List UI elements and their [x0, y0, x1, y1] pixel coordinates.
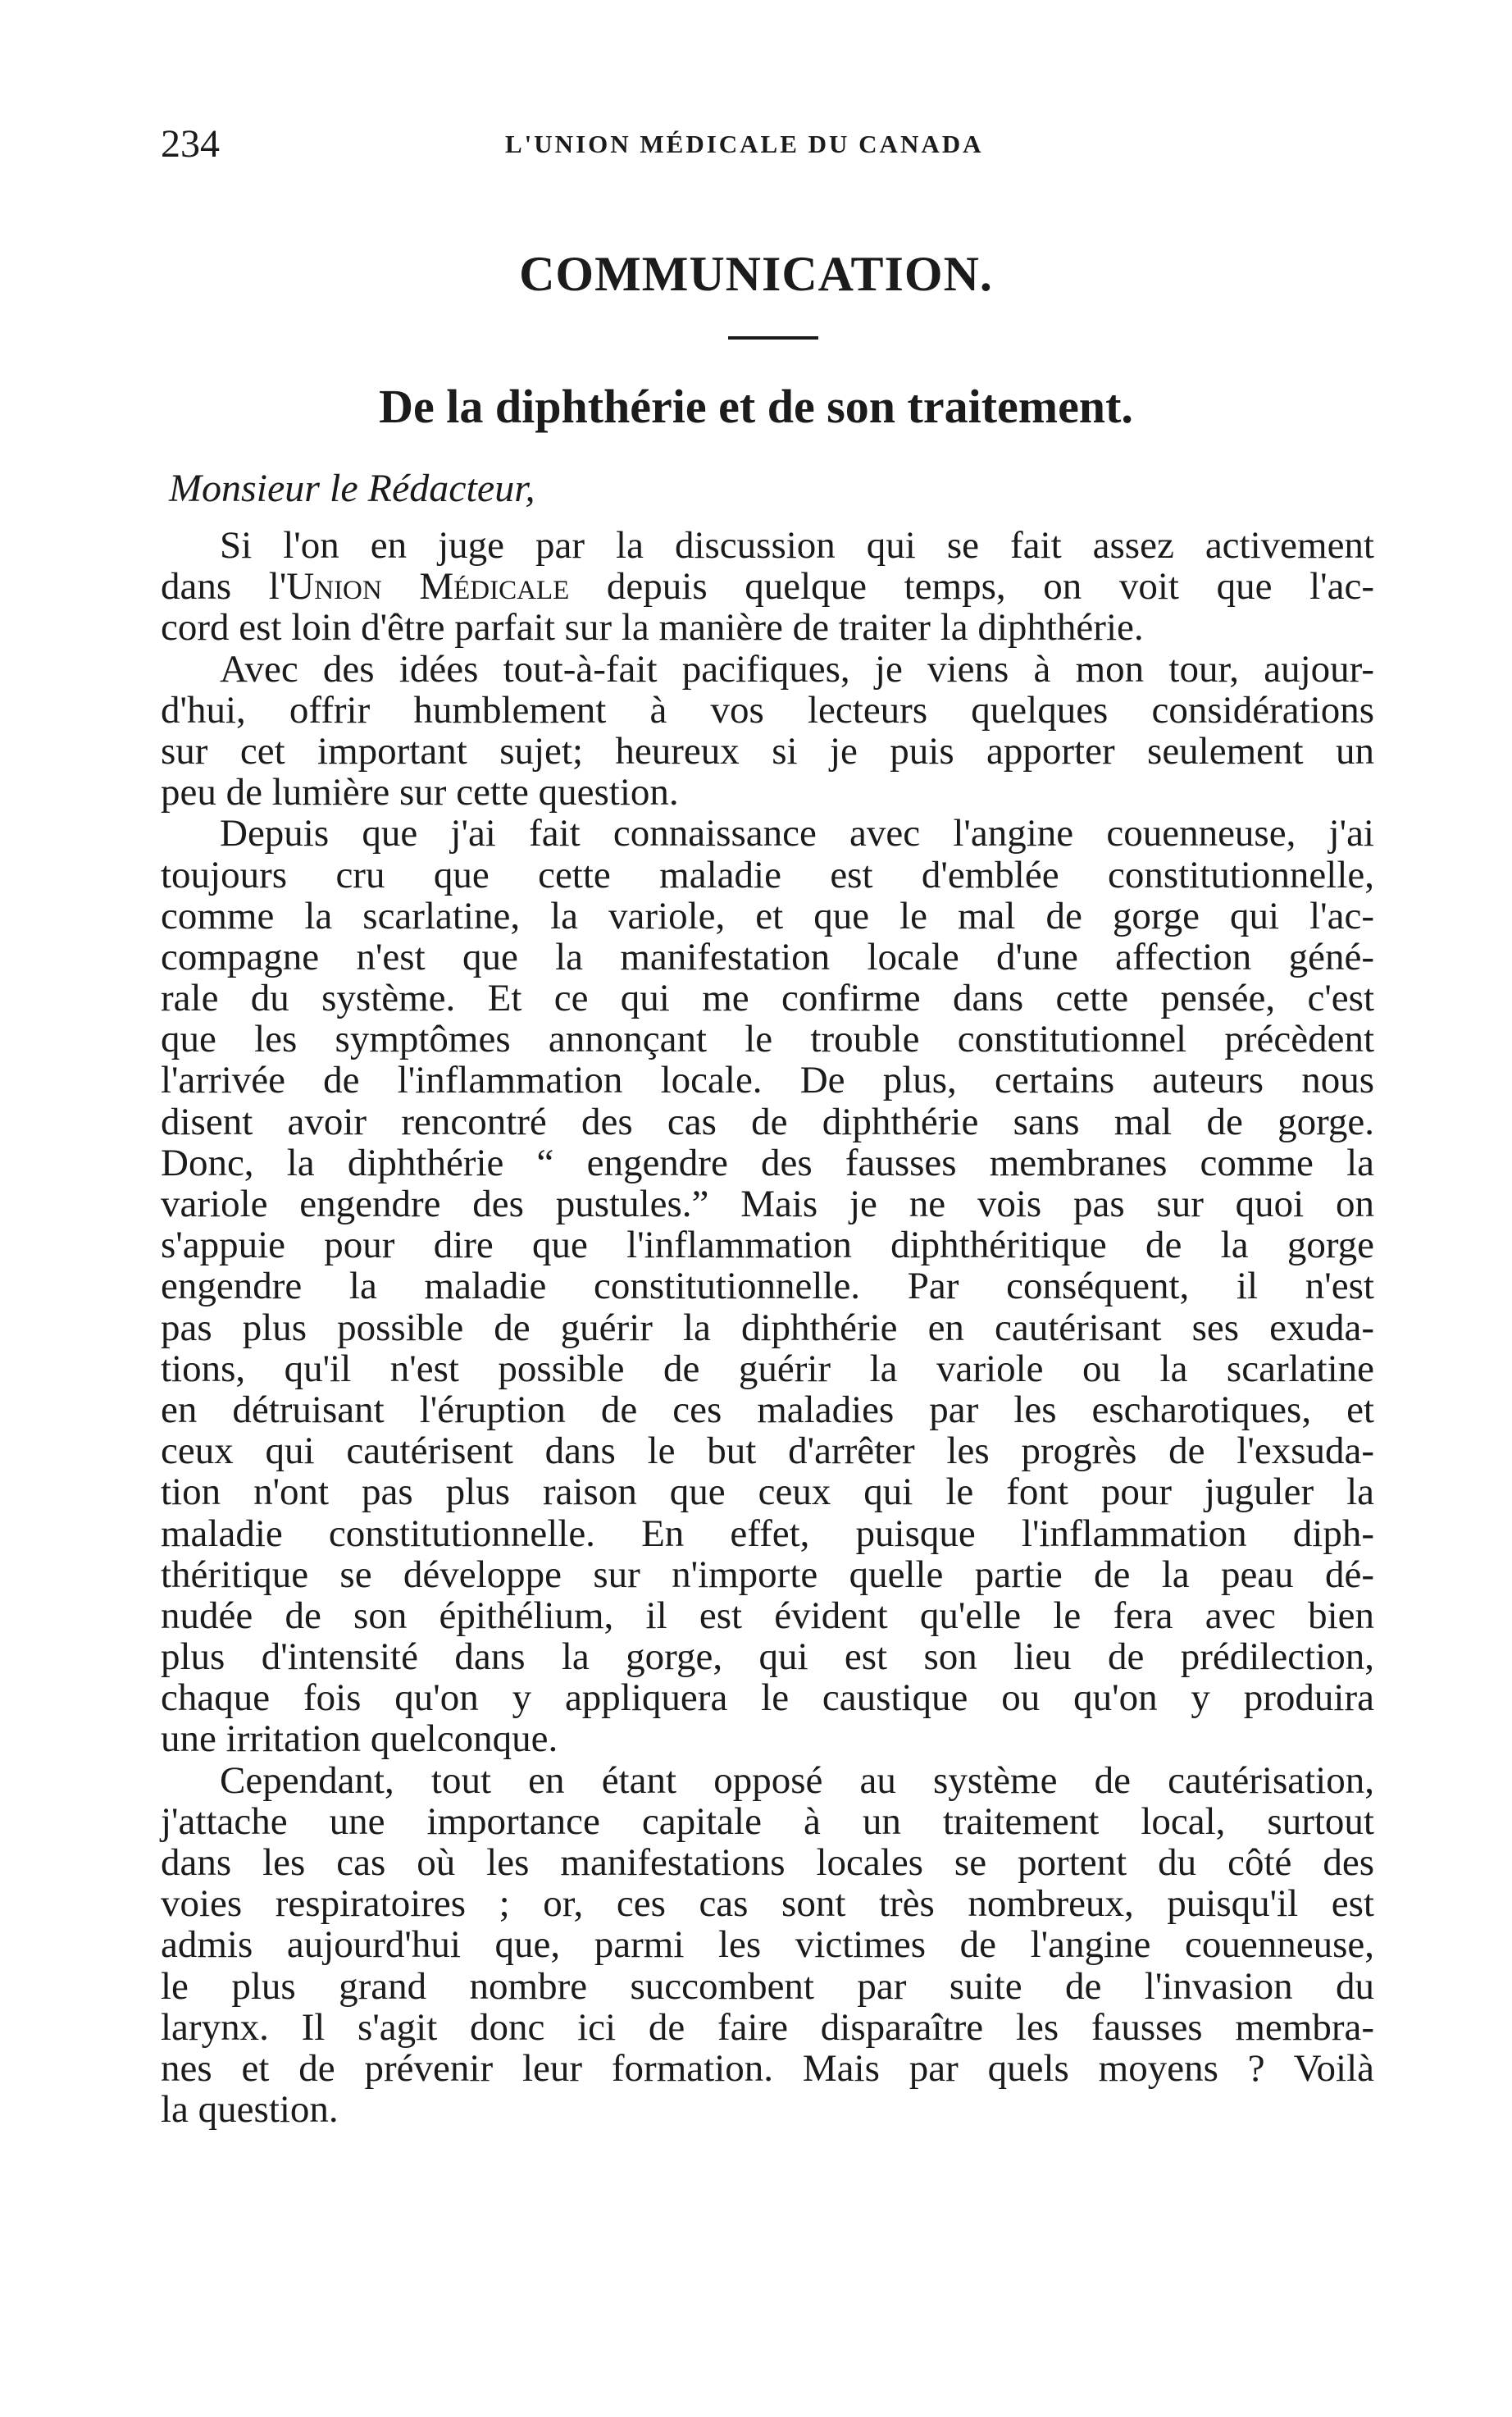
- text-line: disent avoir rencontré des cas de diphthérie sans mal de gorge.: [161, 1100, 1374, 1143]
- text-line: maladie constitutionnelle. En effet, puisque l'inflammation diph-: [161, 1512, 1374, 1555]
- text-line: dans l'Union Médicale depuis quelque temps, on voit que l'ac-: [161, 565, 1374, 609]
- article-title: De la diphthérie et de son traitement.: [379, 380, 1133, 433]
- text-line: une irritation quelconque.: [161, 1717, 558, 1761]
- text-line: peu de lumière sur cette question.: [161, 771, 679, 814]
- text-line: sur cet important sujet; heureux si je puis apporter seulement un: [161, 729, 1374, 773]
- text-line: voies respiratoires ; or, ces cas sont très nombreux, puisqu'il est: [161, 1882, 1374, 1926]
- text-line: tions, qu'il n'est possible de guérir la variole ou la scarlatine: [161, 1347, 1374, 1390]
- text-line: Si l'on en juge par la discussion qui se fait assez activement: [220, 524, 1374, 567]
- section-title: COMMUNICATION.: [519, 247, 993, 301]
- text-line: la question.: [161, 2088, 339, 2132]
- text-line: ceux qui cautérisent dans le but d'arrêter les progrès de l'exsuda-: [161, 1430, 1374, 1473]
- text-line: s'appuie pour dire que l'inflammation diphthéritique de la gorge: [161, 1224, 1374, 1267]
- text-line: tion n'ont pas plus raison que ceux qui le font pour juguler la: [161, 1471, 1374, 1514]
- running-head: L'UNION MÉDICALE DU CANADA: [505, 130, 984, 158]
- salutation: Monsieur le Rédacteur,: [169, 467, 535, 510]
- text-line: pas plus possible de guérir la diphthérie en cautérisant ses exuda-: [161, 1306, 1374, 1349]
- text-line: admis aujourd'hui que, parmi les victimes de l'angine couenneuse,: [161, 1923, 1374, 1967]
- text-line: d'hui, offrir humblement à vos lecteurs quelques considérations: [161, 688, 1374, 732]
- text-line: nes et de prévenir leur formation. Mais par quels moyens ? Voilà: [161, 2046, 1374, 2090]
- text-line: engendre la maladie constitutionnelle. Par conséquent, il n'est: [161, 1265, 1374, 1308]
- text-line: variole engendre des pustules.” Mais je ne vois pas sur quoi on: [161, 1183, 1374, 1225]
- text-line: chaque fois qu'on y appliquera le caustique ou qu'on y produira: [161, 1676, 1374, 1720]
- text-line: Avec des idées tout-à-fait pacifiques, je viens à mon tour, aujour-: [220, 647, 1374, 691]
- text-line: compagne n'est que la manifestation locale d'une affection géné-: [161, 935, 1374, 978]
- text-line: Donc, la diphthérie “ engendre des fausses membranes comme la: [161, 1141, 1374, 1184]
- text-line: plus d'intensité dans la gorge, qui est son lieu de prédilection,: [161, 1635, 1374, 1679]
- text-line: le plus grand nombre succombent par suite de l'invasion du: [161, 1964, 1374, 2008]
- text-line: Depuis que j'ai fait connaissance avec l'angine couenneuse, j'ai: [220, 812, 1374, 855]
- text-line: dans les cas où les manifestations locales se portent du côté des: [161, 1841, 1374, 1884]
- article-body: [161, 525, 1374, 2130]
- text-line: comme la scarlatine, la variole, et que le mal de gorge qui l'ac-: [161, 894, 1374, 937]
- text-line: l'arrivée de l'inflammation locale. De plus, certains auteurs nous: [161, 1059, 1374, 1102]
- text-line: rale du système. Et ce qui me confirme dans cette pensée, c'est: [161, 977, 1374, 1020]
- text-line: que les symptômes annonçant le trouble constitutionnel précèdent: [161, 1018, 1374, 1061]
- text-line: nudée de son épithélium, il est évident qu'elle le fera avec bien: [161, 1594, 1374, 1637]
- text-line: toujours cru que cette maladie est d'emblée constitutionnelle,: [161, 853, 1374, 896]
- text-line: cord est loin d'être parfait sur la manière de traiter la diphthérie.: [161, 606, 1144, 650]
- page-number: 234: [161, 122, 220, 166]
- text-line: Cependant, tout en étant opposé au système de cautérisation,: [220, 1758, 1374, 1802]
- page-header: [161, 121, 1350, 171]
- text-line: j'attache une importance capitale à un traitement local, surtout: [161, 1799, 1374, 1843]
- text-line: en détruisant l'éruption de ces maladies par les escharotiques, et: [161, 1388, 1374, 1431]
- title-rule: [728, 336, 818, 340]
- text-line: larynx. Il s'agit donc ici de faire disparaître les fausses membra-: [161, 2005, 1374, 2049]
- text-line: théritique se développe sur n'importe quelle partie de la peau dé-: [161, 1553, 1374, 1596]
